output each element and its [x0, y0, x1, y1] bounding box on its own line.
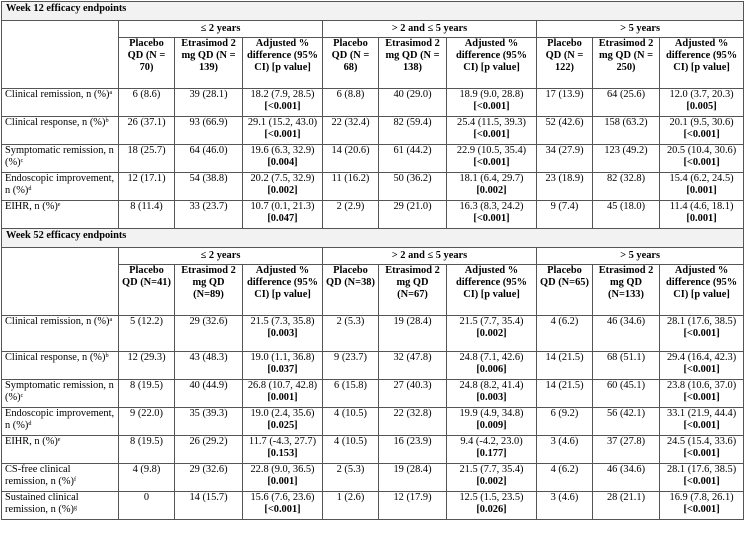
column-header: Adjusted % difference (95% CI) [p value]: [447, 265, 537, 316]
p-value: [<0.001]: [683, 448, 720, 460]
etrasimod-value: 22 (32.8): [379, 408, 447, 436]
adjusted-difference-value: 18.2 (7.9, 28.5): [250, 89, 315, 100]
adjusted-difference-cell: [243, 117, 323, 145]
adjusted-difference-value: 28.1 (17.6, 38.5): [666, 464, 737, 475]
etrasimod-value: 39 (28.1): [175, 89, 243, 117]
p-value: [0.001]: [686, 213, 717, 225]
placebo-value: 26 (37.1): [119, 117, 175, 145]
column-header: Adjusted % difference (95% CI) [p value]: [660, 265, 744, 316]
adjusted-difference-value: 25.4 (11.5, 39.3): [457, 117, 526, 128]
adjusted-difference-value: 11.4 (4.6, 18.1): [669, 201, 734, 212]
column-header: Etrasimod 2 mg QD (N=133): [593, 265, 660, 316]
adjusted-difference-value: 20.5 (10.4, 30.6): [666, 145, 737, 156]
p-value: [<0.001]: [683, 476, 720, 488]
week52-group-header-row: [2, 248, 744, 265]
etrasimod-value: 93 (66.9): [175, 117, 243, 145]
adjusted-difference-value: 10.7 (0.1, 21.3): [250, 201, 315, 212]
placebo-value: 2 (5.3): [323, 316, 379, 352]
adjusted-difference-value: 21.5 (7.7, 35.4): [459, 316, 524, 327]
etrasimod-value: 61 (44.2): [379, 145, 447, 173]
etrasimod-value: 19 (28.4): [379, 316, 447, 352]
etrasimod-value: 50 (36.2): [379, 173, 447, 201]
p-value: [0.047]: [267, 213, 298, 225]
adjusted-difference-cell: [243, 201, 323, 229]
adjusted-difference-cell: [660, 316, 744, 352]
p-value: [0.002]: [476, 185, 507, 197]
p-value: [0.037]: [267, 364, 298, 376]
adjusted-difference-value: 19.0 (1.1, 36.8): [250, 352, 315, 363]
placebo-value: 18 (25.7): [119, 145, 175, 173]
column-header: Placebo QD (N = 70): [119, 38, 175, 89]
group-header: ≤ 2 years: [119, 248, 323, 265]
table-row: [2, 89, 744, 117]
placebo-value: 4 (6.2): [537, 316, 593, 352]
adjusted-difference-value: 20.2 (7.5, 32.9): [250, 173, 315, 184]
etrasimod-value: 158 (63.2): [593, 117, 660, 145]
group-header: > 5 years: [537, 21, 744, 38]
placebo-value: 22 (32.4): [323, 117, 379, 145]
placebo-value: 9 (7.4): [537, 201, 593, 229]
placebo-value: 3 (4.6): [537, 492, 593, 520]
table-row: [2, 316, 744, 352]
endpoint-label: EIHR, n (%)ᵉ: [2, 436, 119, 464]
adjusted-difference-cell: [447, 201, 537, 229]
adjusted-difference-value: 16.3 (8.3, 24.2): [459, 201, 524, 212]
etrasimod-value: 16 (23.9): [379, 436, 447, 464]
column-header: Adjusted % difference (95% CI) [p value]: [447, 38, 537, 89]
placebo-value: 6 (15.8): [323, 380, 379, 408]
adjusted-difference-value: 19.6 (6.3, 32.9): [250, 145, 315, 156]
placebo-value: 4 (6.2): [537, 464, 593, 492]
table-row: [2, 464, 744, 492]
group-header: > 2 and ≤ 5 years: [323, 248, 537, 265]
etrasimod-value: 40 (44.9): [175, 380, 243, 408]
p-value: [<0.001]: [473, 213, 510, 225]
p-value: [<0.001]: [683, 364, 720, 376]
adjusted-difference-cell: [660, 117, 744, 145]
endpoint-label: Clinical remission, n (%)ᵃ: [2, 316, 119, 352]
etrasimod-value: 54 (38.8): [175, 173, 243, 201]
etrasimod-value: 33 (23.7): [175, 201, 243, 229]
week12-endpoint-header-blank: [2, 21, 119, 89]
placebo-value: 6 (8.6): [119, 89, 175, 117]
week12-section-title: Week 12 efficacy endpoints: [2, 2, 744, 21]
etrasimod-value: 123 (49.2): [593, 145, 660, 173]
adjusted-difference-value: 26.8 (10.7, 42.8): [247, 380, 318, 391]
p-value: [<0.001]: [264, 504, 301, 516]
p-value: [0.009]: [476, 420, 507, 432]
endpoint-label: Symptomatic remission, n (%)ᶜ: [2, 380, 119, 408]
placebo-value: 12 (17.1): [119, 173, 175, 201]
p-value: [0.001]: [267, 476, 298, 488]
etrasimod-value: 27 (40.3): [379, 380, 447, 408]
p-value: [0.004]: [267, 157, 298, 169]
adjusted-difference-cell: [447, 173, 537, 201]
group-header: > 2 and ≤ 5 years: [323, 21, 537, 38]
etrasimod-value: 56 (42.1): [593, 408, 660, 436]
placebo-value: 4 (9.8): [119, 464, 175, 492]
column-header: Adjusted % difference (95% CI) [p value]: [243, 265, 323, 316]
etrasimod-value: 82 (59.4): [379, 117, 447, 145]
etrasimod-value: 64 (46.0): [175, 145, 243, 173]
placebo-value: 6 (8.8): [323, 89, 379, 117]
adjusted-difference-value: 24.8 (8.2, 41.4): [459, 380, 524, 391]
etrasimod-value: 29 (32.6): [175, 464, 243, 492]
etrasimod-value: 43 (48.3): [175, 352, 243, 380]
adjusted-difference-cell: [660, 380, 744, 408]
adjusted-difference-value: 18.9 (9.0, 28.8): [459, 89, 524, 100]
placebo-value: 52 (42.6): [537, 117, 593, 145]
etrasimod-value: 12 (17.9): [379, 492, 447, 520]
placebo-value: 12 (29.3): [119, 352, 175, 380]
p-value: [<0.001]: [264, 129, 301, 141]
etrasimod-value: 45 (18.0): [593, 201, 660, 229]
p-value: [0.002]: [267, 185, 298, 197]
placebo-value: 0: [119, 492, 175, 520]
adjusted-difference-value: 24.5 (15.4, 33.6): [666, 436, 737, 447]
etrasimod-value: 46 (34.6): [593, 316, 660, 352]
placebo-value: 17 (13.9): [537, 89, 593, 117]
adjusted-difference-cell: [447, 145, 537, 173]
adjusted-difference-value: 12.5 (1.5, 23.5): [459, 492, 524, 503]
table-row: [2, 380, 744, 408]
adjusted-difference-cell: [447, 316, 537, 352]
efficacy-table: [1, 1, 744, 520]
group-header: ≤ 2 years: [119, 21, 323, 38]
placebo-value: 8 (11.4): [119, 201, 175, 229]
p-value: [0.001]: [267, 392, 298, 404]
adjusted-difference-cell: [243, 492, 323, 520]
table-row: [2, 436, 744, 464]
endpoint-label: Symptomatic remission, n (%)ᶜ: [2, 145, 119, 173]
adjusted-difference-cell: [447, 89, 537, 117]
placebo-value: 4 (10.5): [323, 436, 379, 464]
endpoint-label: Endoscopic improvement, n (%)ᵈ: [2, 173, 119, 201]
adjusted-difference-cell: [660, 408, 744, 436]
week52-endpoint-header-blank: [2, 248, 119, 316]
week52-section-title: Week 52 efficacy endpoints: [2, 229, 744, 248]
etrasimod-value: 26 (29.2): [175, 436, 243, 464]
etrasimod-value: 60 (45.1): [593, 380, 660, 408]
week52-section-title-row: [2, 229, 744, 248]
column-header: Placebo QD (N = 68): [323, 38, 379, 89]
p-value: [0.177]: [476, 448, 507, 460]
p-value: [<0.001]: [473, 101, 510, 113]
adjusted-difference-cell: [660, 464, 744, 492]
table-row: [2, 173, 744, 201]
endpoint-label: EIHR, n (%)ᵉ: [2, 201, 119, 229]
column-header: Etrasimod 2 mg QD (N = 139): [175, 38, 243, 89]
column-header: Etrasimod 2 mg QD (N=67): [379, 265, 447, 316]
adjusted-difference-cell: [660, 201, 744, 229]
adjusted-difference-cell: [447, 464, 537, 492]
p-value: [<0.001]: [683, 504, 720, 516]
placebo-value: 34 (27.9): [537, 145, 593, 173]
p-value: [0.003]: [476, 392, 507, 404]
adjusted-difference-value: 12.0 (3.7, 20.3): [669, 89, 734, 100]
table-row: [2, 117, 744, 145]
adjusted-difference-value: 19.0 (2.4, 35.6): [250, 408, 315, 419]
etrasimod-value: 29 (32.6): [175, 316, 243, 352]
placebo-value: 9 (23.7): [323, 352, 379, 380]
adjusted-difference-value: 23.8 (10.6, 37.0): [666, 380, 737, 391]
p-value: [<0.001]: [264, 101, 301, 113]
adjusted-difference-value: 22.9 (10.5, 35.4): [456, 145, 527, 156]
p-value: [0.006]: [476, 364, 507, 376]
adjusted-difference-value: 16.9 (7.8, 26.1): [669, 492, 734, 503]
table-row: [2, 408, 744, 436]
placebo-value: 14 (20.6): [323, 145, 379, 173]
week12-section-title-row: [2, 2, 744, 21]
adjusted-difference-value: 29.4 (16.4, 42.3): [666, 352, 737, 363]
adjusted-difference-cell: [660, 352, 744, 380]
column-header: Placebo QD (N = 122): [537, 38, 593, 89]
adjusted-difference-value: 18.1 (6.4, 29.7): [459, 173, 524, 184]
p-value: [0.025]: [267, 420, 298, 432]
column-header: Etrasimod 2 mg QD (N = 138): [379, 38, 447, 89]
adjusted-difference-value: 21.5 (7.7, 35.4): [459, 464, 524, 475]
etrasimod-value: 82 (32.8): [593, 173, 660, 201]
group-header: > 5 years: [537, 248, 744, 265]
adjusted-difference-cell: [243, 408, 323, 436]
etrasimod-value: 28 (21.1): [593, 492, 660, 520]
placebo-value: 5 (12.2): [119, 316, 175, 352]
placebo-value: 1 (2.6): [323, 492, 379, 520]
adjusted-difference-cell: [447, 492, 537, 520]
etrasimod-value: 29 (21.0): [379, 201, 447, 229]
column-header: Adjusted % difference (95% CI) [p value]: [243, 38, 323, 89]
p-value: [<0.001]: [683, 392, 720, 404]
adjusted-difference-cell: [243, 352, 323, 380]
adjusted-difference-value: 9.4 (-4.2, 23.0): [460, 436, 523, 447]
adjusted-difference-value: 22.8 (9.0, 36.5): [250, 464, 315, 475]
adjusted-difference-value: 11.7 (-4.3, 27.7): [248, 436, 317, 447]
adjusted-difference-cell: [447, 436, 537, 464]
p-value: [<0.001]: [473, 129, 510, 141]
etrasimod-value: 46 (34.6): [593, 464, 660, 492]
adjusted-difference-value: 20.1 (9.5, 30.6): [669, 117, 734, 128]
adjusted-difference-cell: [243, 145, 323, 173]
adjusted-difference-value: 24.8 (7.1, 42.6): [459, 352, 524, 363]
placebo-value: 2 (2.9): [323, 201, 379, 229]
endpoint-label: Clinical response, n (%)ᵇ: [2, 117, 119, 145]
p-value: [0.003]: [267, 328, 298, 340]
adjusted-difference-value: 19.9 (4.9, 34.8): [459, 408, 524, 419]
p-value: [<0.001]: [473, 157, 510, 169]
table-row: [2, 145, 744, 173]
adjusted-difference-cell: [243, 436, 323, 464]
p-value: [<0.001]: [683, 129, 720, 141]
adjusted-difference-cell: [447, 408, 537, 436]
endpoint-label: Clinical remission, n (%)ᵃ: [2, 89, 119, 117]
placebo-value: 2 (5.3): [323, 464, 379, 492]
adjusted-difference-cell: [447, 352, 537, 380]
p-value: [<0.001]: [683, 328, 720, 340]
placebo-value: 9 (22.0): [119, 408, 175, 436]
efficacy-table-container: [1, 1, 743, 520]
p-value: [0.002]: [476, 476, 507, 488]
etrasimod-value: 32 (47.8): [379, 352, 447, 380]
column-header: Adjusted % difference (95% CI) [p value]: [660, 38, 744, 89]
etrasimod-value: 19 (28.4): [379, 464, 447, 492]
endpoint-label: CS-free clinical remission, n (%)ᶠ: [2, 464, 119, 492]
p-value: [<0.001]: [683, 157, 720, 169]
p-value: [0.005]: [686, 101, 717, 113]
adjusted-difference-value: 29.1 (15.2, 43.0): [247, 117, 318, 128]
column-header: Etrasimod 2 mg QD (N = 250): [593, 38, 660, 89]
placebo-value: 14 (21.5): [537, 352, 593, 380]
adjusted-difference-value: 21.5 (7.3, 35.8): [250, 316, 315, 327]
column-header: Placebo QD (N=41): [119, 265, 175, 316]
etrasimod-value: 64 (25.6): [593, 89, 660, 117]
placebo-value: 8 (19.5): [119, 380, 175, 408]
adjusted-difference-cell: [243, 173, 323, 201]
table-row: [2, 492, 744, 520]
adjusted-difference-cell: [660, 436, 744, 464]
p-value: [0.026]: [476, 504, 507, 516]
placebo-value: 11 (16.2): [323, 173, 379, 201]
adjusted-difference-cell: [243, 89, 323, 117]
adjusted-difference-cell: [243, 464, 323, 492]
endpoint-label: Sustained clinical remission, n (%)ᵍ: [2, 492, 119, 520]
etrasimod-value: 40 (29.0): [379, 89, 447, 117]
endpoint-label: Clinical response, n (%)ᵇ: [2, 352, 119, 380]
table-row: [2, 352, 744, 380]
placebo-value: 3 (4.6): [537, 436, 593, 464]
etrasimod-value: 14 (15.7): [175, 492, 243, 520]
p-value: [<0.001]: [683, 420, 720, 432]
placebo-value: 14 (21.5): [537, 380, 593, 408]
adjusted-difference-cell: [660, 89, 744, 117]
etrasimod-value: 37 (27.8): [593, 436, 660, 464]
column-header: Placebo QD (N=38): [323, 265, 379, 316]
column-header: Placebo QD (N=65): [537, 265, 593, 316]
adjusted-difference-value: 15.6 (7.6, 23.6): [250, 492, 315, 503]
adjusted-difference-cell: [660, 173, 744, 201]
table-row: [2, 201, 744, 229]
adjusted-difference-value: 15.4 (6.2, 24.5): [669, 173, 734, 184]
p-value: [0.001]: [686, 185, 717, 197]
adjusted-difference-cell: [447, 380, 537, 408]
endpoint-label: Endoscopic improvement, n (%)ᵈ: [2, 408, 119, 436]
column-header: Etrasimod 2 mg QD (N=89): [175, 265, 243, 316]
week12-group-header-row: [2, 21, 744, 38]
etrasimod-value: 68 (51.1): [593, 352, 660, 380]
placebo-value: 23 (18.9): [537, 173, 593, 201]
adjusted-difference-cell: [660, 492, 744, 520]
adjusted-difference-value: 33.1 (21.9, 44.4): [666, 408, 737, 419]
placebo-value: 4 (10.5): [323, 408, 379, 436]
etrasimod-value: 35 (39.3): [175, 408, 243, 436]
adjusted-difference-cell: [447, 117, 537, 145]
placebo-value: 8 (19.5): [119, 436, 175, 464]
p-value: [0.153]: [267, 448, 298, 460]
adjusted-difference-value: 28.1 (17.6, 38.5): [666, 316, 737, 327]
p-value: [0.002]: [476, 328, 507, 340]
placebo-value: 6 (9.2): [537, 408, 593, 436]
adjusted-difference-cell: [243, 316, 323, 352]
adjusted-difference-cell: [243, 380, 323, 408]
adjusted-difference-cell: [660, 145, 744, 173]
